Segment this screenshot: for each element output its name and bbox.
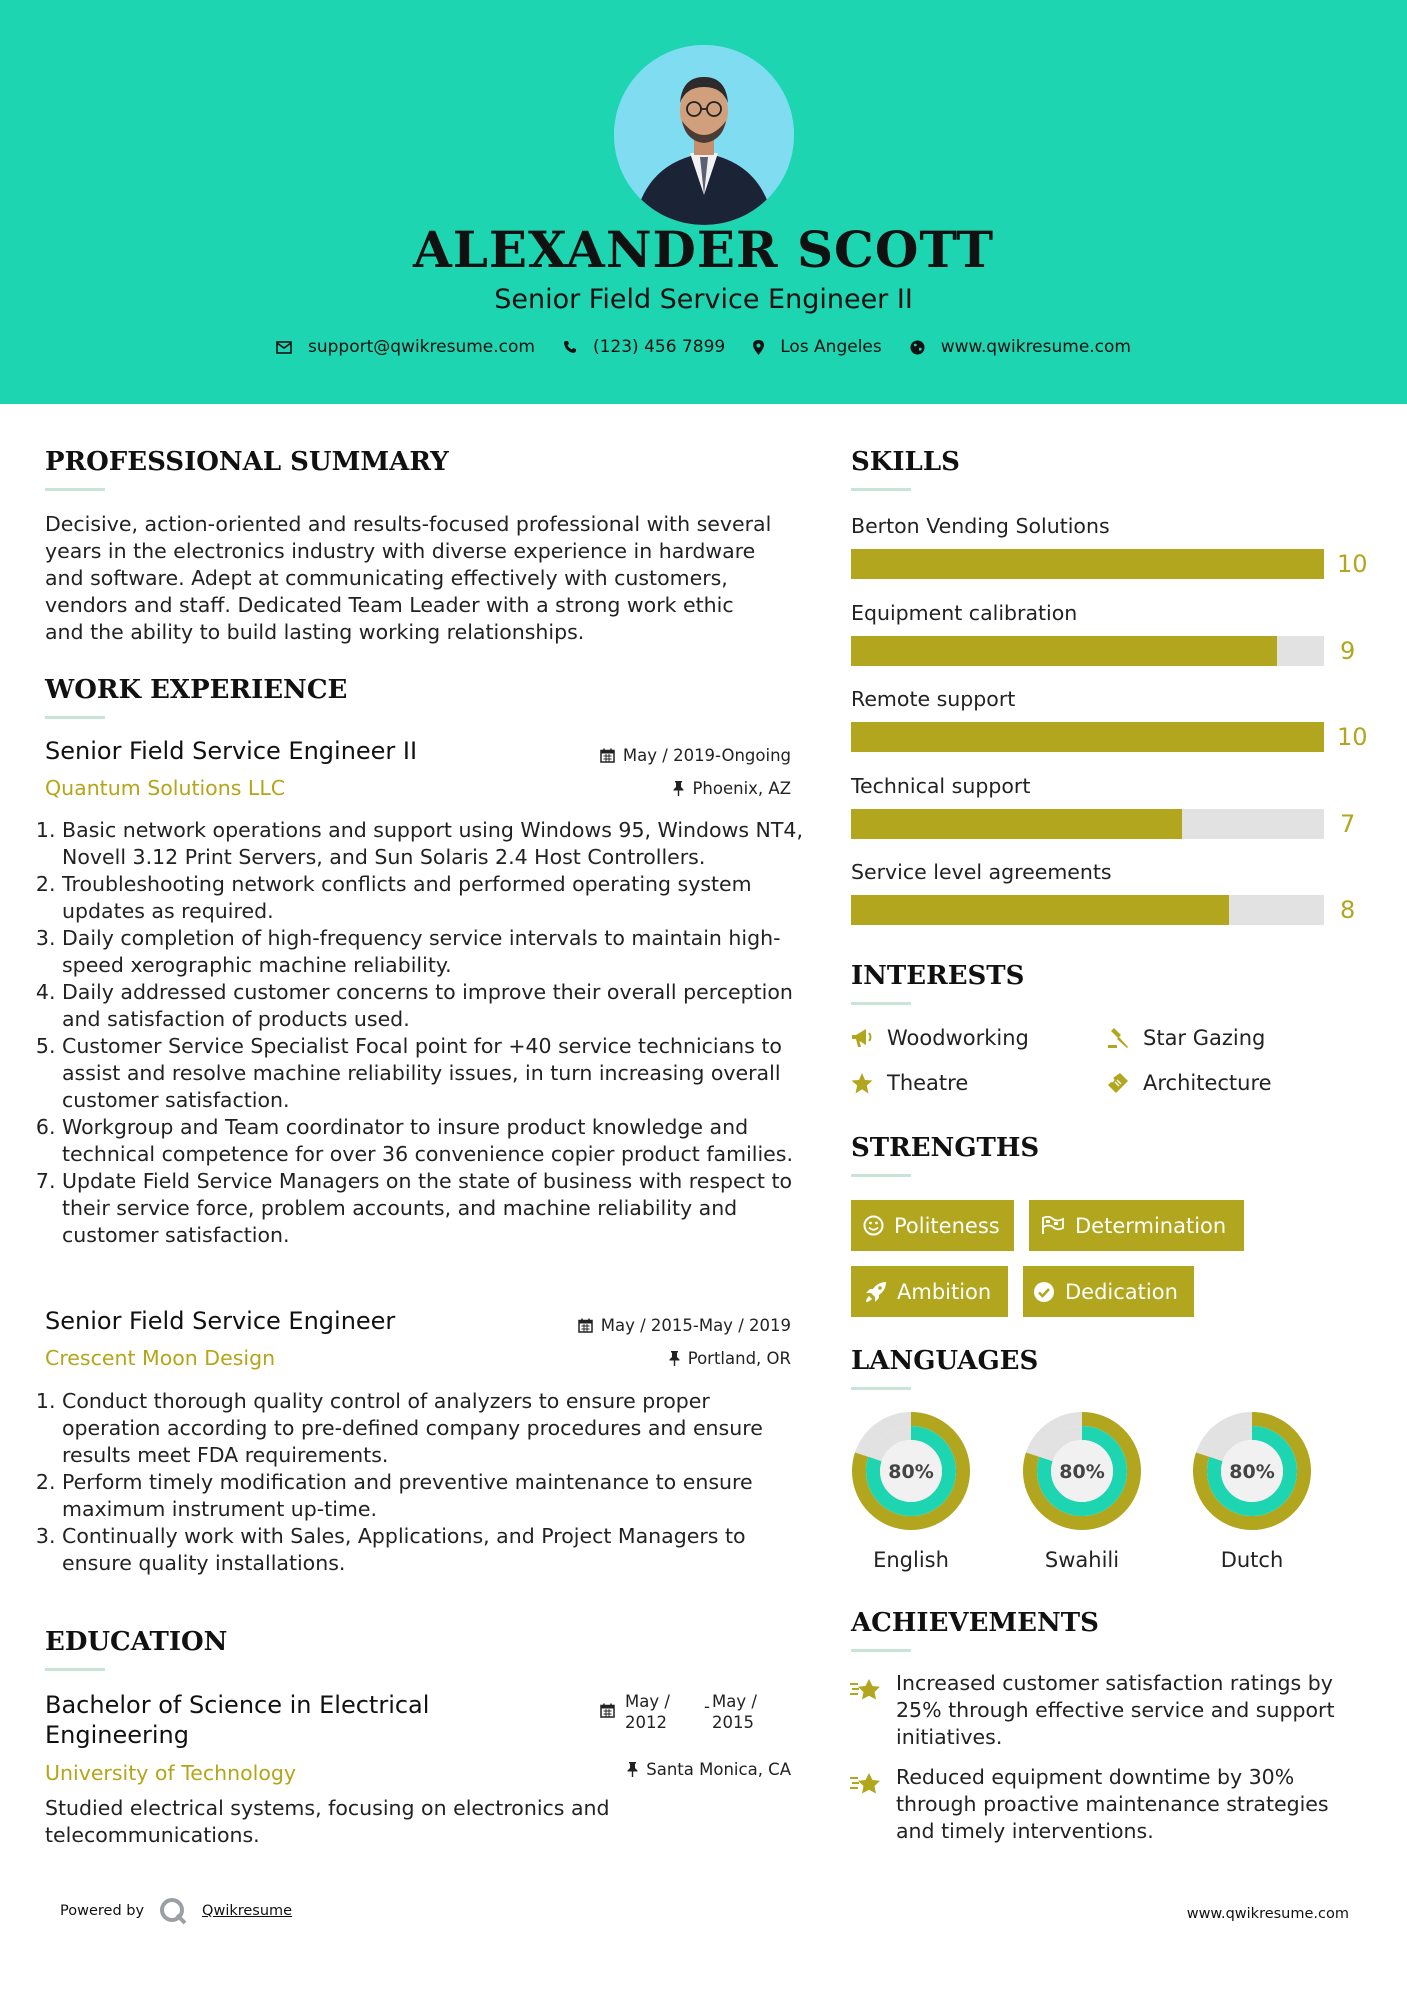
degree-line: Bachelor of Science in Electrical xyxy=(45,1691,430,1719)
flag-icon xyxy=(1041,1216,1065,1235)
interest-item xyxy=(1107,1026,1265,1050)
job-location-text: Portland, OR xyxy=(687,1349,791,1368)
contact-website[interactable] xyxy=(910,337,1131,357)
ticket-icon xyxy=(1107,1072,1129,1094)
education-start-date xyxy=(625,1691,670,1733)
job-title: Senior Field Service Engineer II xyxy=(45,737,418,765)
skill-bar-fill xyxy=(851,549,1324,579)
megaphone-icon xyxy=(851,1028,873,1048)
list-item: 1. Basic network operations and support using Windows 95, Windows NT4, Novell 3.12 Print Servers, and Sun Solaris 2.4 Host Controllers. xyxy=(62,817,805,871)
education-description-line: telecommunications. xyxy=(45,1823,260,1847)
strength-label: Ambition xyxy=(897,1279,992,1304)
start-year: 2012 xyxy=(625,1713,667,1732)
job-duties-list xyxy=(45,817,805,1249)
job-date-text: May / 2015-May / 2019 xyxy=(600,1316,791,1335)
summary-line: and the ability to build lasting working relationships. xyxy=(45,620,585,644)
interest-item xyxy=(851,1071,968,1095)
globe-icon xyxy=(910,340,925,355)
list-item: 7. Update Field Service Managers on the state of business with respect to their service force, problem accounts, and machine reliability and customer satisfaction. xyxy=(62,1168,805,1249)
achievement-line: initiatives. xyxy=(896,1725,1003,1749)
skill-bar-fill xyxy=(851,895,1229,925)
skill-bar-fill xyxy=(851,809,1182,839)
strength-label: Dedication xyxy=(1065,1279,1178,1304)
strength-badge xyxy=(1029,1200,1244,1251)
summary-divider xyxy=(45,488,105,491)
company-name: Crescent Moon Design xyxy=(45,1346,276,1370)
contact-bar xyxy=(0,337,1407,357)
strengths-heading: STRENGTHS xyxy=(851,1133,1040,1163)
summary-line: and software. Adept at communicating effectively with customers, xyxy=(45,566,728,590)
company-name: Quantum Solutions LLC xyxy=(45,776,286,800)
list-item: 2. Troubleshooting network conflicts and performed operating system updates as required. xyxy=(62,871,805,925)
achievement-line: Reduced equipment downtime by 30% xyxy=(896,1765,1295,1789)
powered-by-text: Powered by xyxy=(60,1903,145,1919)
experience-heading: WORK EXPERIENCE xyxy=(45,675,348,705)
interest-label: Woodworking xyxy=(887,1026,1029,1050)
resume-header xyxy=(0,0,1407,404)
list-item: 4. Daily addressed customer concerns to improve their overall perception and satisfaction of products used. xyxy=(62,979,805,1033)
contact-location xyxy=(753,337,882,357)
skill-label: Equipment calibration xyxy=(851,600,1078,625)
achievement-item xyxy=(896,1764,1376,1845)
skill-bar-fill xyxy=(851,722,1324,752)
list-item: 3. Continually work with Sales, Applications, and Project Managers to ensure quality installations. xyxy=(62,1523,805,1577)
summary-heading: PROFESSIONAL SUMMARY xyxy=(45,447,449,477)
education-heading: EDUCATION xyxy=(45,1627,228,1657)
skill-bar-fill xyxy=(851,636,1277,666)
experience-divider xyxy=(45,716,105,719)
job-date xyxy=(520,1316,791,1335)
job-title: Senior Field Service Engineer xyxy=(45,1307,396,1335)
skills-heading: SKILLS xyxy=(851,447,960,477)
strength-badge xyxy=(1023,1266,1194,1317)
job-location xyxy=(520,1349,791,1368)
languages-heading: LANGUAGES xyxy=(851,1346,1039,1376)
language-percent: 80% xyxy=(888,1461,934,1483)
contact-phone-text: (123) 456 7899 xyxy=(592,337,726,357)
skill-label: Remote support xyxy=(851,687,1016,711)
list-item: 6. Workgroup and Team coordinator to insure product knowledge and technical competence for over 36 convenience copier product families. xyxy=(62,1114,805,1168)
candidate-title: Senior Field Service Engineer II xyxy=(494,284,913,315)
skill-bar-track xyxy=(851,809,1324,839)
skill-value: 10 xyxy=(1337,723,1368,751)
degree-title xyxy=(45,1690,429,1750)
skill-value: 10 xyxy=(1337,550,1368,578)
skill-label: Service level agreements xyxy=(851,860,1112,884)
skill-value: 8 xyxy=(1340,896,1356,924)
education-dates xyxy=(600,1691,800,1735)
footer-powered-by xyxy=(60,1896,292,1926)
list-item: 2. Perform timely modification and preventive maintenance to ensure maximum instrument up-time. xyxy=(62,1469,805,1523)
footer-website[interactable]: www.qwikresume.com xyxy=(1186,1906,1349,1922)
achievements-divider xyxy=(851,1649,911,1652)
skill-bar-track xyxy=(851,636,1324,666)
smile-icon xyxy=(863,1215,884,1236)
education-description xyxy=(45,1795,805,1849)
pushpin-icon xyxy=(627,1762,638,1777)
language-name: Swahili xyxy=(1044,1548,1120,1572)
contact-email[interactable] xyxy=(276,337,535,357)
calendar-icon xyxy=(600,748,615,763)
summary-line: vendors and staff. Dedicated Team Leader with a strong work ethic xyxy=(45,593,734,617)
qwikresume-logo-icon xyxy=(158,1896,188,1926)
achievement-line: 25% through effective service and support xyxy=(896,1698,1335,1722)
language-percent: 80% xyxy=(1229,1461,1275,1483)
strength-badge xyxy=(851,1266,1008,1317)
language-name: Dutch xyxy=(1220,1548,1284,1572)
start-month: May / xyxy=(625,1692,670,1711)
skill-label: Technical support xyxy=(851,773,1031,798)
interest-item xyxy=(1107,1071,1272,1095)
pushpin-icon xyxy=(673,781,684,796)
summary-line: Decisive, action-oriented and results-focused professional with several xyxy=(45,512,772,536)
skills-divider xyxy=(851,488,911,491)
contact-phone[interactable] xyxy=(563,337,725,357)
envelope-icon xyxy=(276,341,292,354)
pushpin-icon xyxy=(669,1351,680,1366)
degree-line: Engineering xyxy=(45,1721,189,1749)
interest-label: Architecture xyxy=(1143,1071,1272,1095)
calendar-icon xyxy=(578,1318,593,1333)
list-item: 3. Daily completion of high-frequency service intervals to maintain high-speed xerographic machine reliability. xyxy=(62,925,805,979)
interests-heading: INTERESTS xyxy=(851,961,1025,991)
contact-location-text: Los Angeles xyxy=(780,337,882,357)
brand-link[interactable]: Qwikresume xyxy=(202,1903,293,1919)
education-location-text: Santa Monica, CA xyxy=(646,1760,791,1779)
skill-bar-track xyxy=(851,722,1324,752)
strength-label: Determination xyxy=(1075,1213,1227,1238)
interests-divider xyxy=(851,1002,911,1005)
job-location-text: Phoenix, AZ xyxy=(692,779,791,798)
skill-value: 9 xyxy=(1340,636,1356,665)
candidate-name: ALEXANDER SCOTT xyxy=(412,220,995,279)
contact-email-text: support@qwikresume.com xyxy=(308,337,535,357)
summary-line: years in the electronics industry with diverse experience in hardware xyxy=(45,539,756,563)
languages-divider xyxy=(851,1387,911,1390)
calendar-icon xyxy=(600,1703,615,1718)
check-circle-icon xyxy=(1033,1281,1055,1303)
achievement-line: through proactive maintenance strategies xyxy=(896,1792,1329,1816)
summary-text xyxy=(45,511,805,646)
list-item: 1. Conduct thorough quality control of analyzers to ensure proper operation according to pre-defined company procedures and ensure results meet FDA requirements. xyxy=(62,1388,805,1469)
interest-label: Star Gazing xyxy=(1143,1026,1266,1050)
star-trophy-icon xyxy=(849,1676,883,1704)
gavel-icon xyxy=(1107,1027,1129,1049)
star-icon xyxy=(851,1073,873,1094)
strengths-divider xyxy=(851,1174,911,1177)
interest-label: Theatre xyxy=(887,1071,969,1095)
rocket-icon xyxy=(865,1281,887,1303)
education-location xyxy=(520,1760,791,1779)
profile-photo xyxy=(614,45,794,225)
language-progress-ring xyxy=(1021,1410,1143,1532)
person-photo-icon xyxy=(614,45,794,225)
education-end-date xyxy=(712,1691,757,1733)
achievements-heading: ACHIEVEMENTS xyxy=(851,1608,1099,1638)
interest-item xyxy=(851,1026,1029,1050)
education-description-line: Studied electrical systems, focusing on electronics and xyxy=(45,1796,610,1820)
achievement-line: Increased customer satisfaction ratings by xyxy=(896,1671,1333,1695)
language-progress-ring xyxy=(1191,1410,1313,1532)
strength-badge xyxy=(851,1200,1014,1251)
contact-website-text: www.qwikresume.com xyxy=(940,337,1131,357)
language-name: English xyxy=(873,1548,949,1572)
skill-bar-track xyxy=(851,895,1324,925)
star-trophy-icon xyxy=(849,1770,883,1798)
education-divider xyxy=(45,1668,105,1671)
phone-icon xyxy=(563,340,577,354)
language-progress-ring xyxy=(850,1410,972,1532)
language-percent: 80% xyxy=(1059,1461,1105,1483)
school-name: University of Technology xyxy=(45,1761,297,1785)
skill-value: 7 xyxy=(1340,809,1356,838)
date-dash: - xyxy=(704,1697,710,1716)
achievement-line: and timely interventions. xyxy=(896,1819,1154,1843)
map-pin-icon xyxy=(753,340,764,355)
achievement-item xyxy=(896,1670,1376,1751)
skill-bar-track xyxy=(851,549,1324,579)
job-date-text: May / 2019-Ongoing xyxy=(622,746,791,765)
skill-label: Berton Vending Solutions xyxy=(851,514,1110,538)
job-location xyxy=(520,779,791,798)
end-year: 2015 xyxy=(712,1713,754,1732)
list-item: 5. Customer Service Specialist Focal point for +40 service technicians to assist and resolve machine reliability issues, in turn increasing overall customer satisfaction. xyxy=(62,1033,805,1114)
end-month: May / xyxy=(712,1692,757,1711)
job-duties-list xyxy=(45,1388,805,1577)
job-date xyxy=(520,746,791,765)
strength-label: Politeness xyxy=(894,1213,1000,1238)
